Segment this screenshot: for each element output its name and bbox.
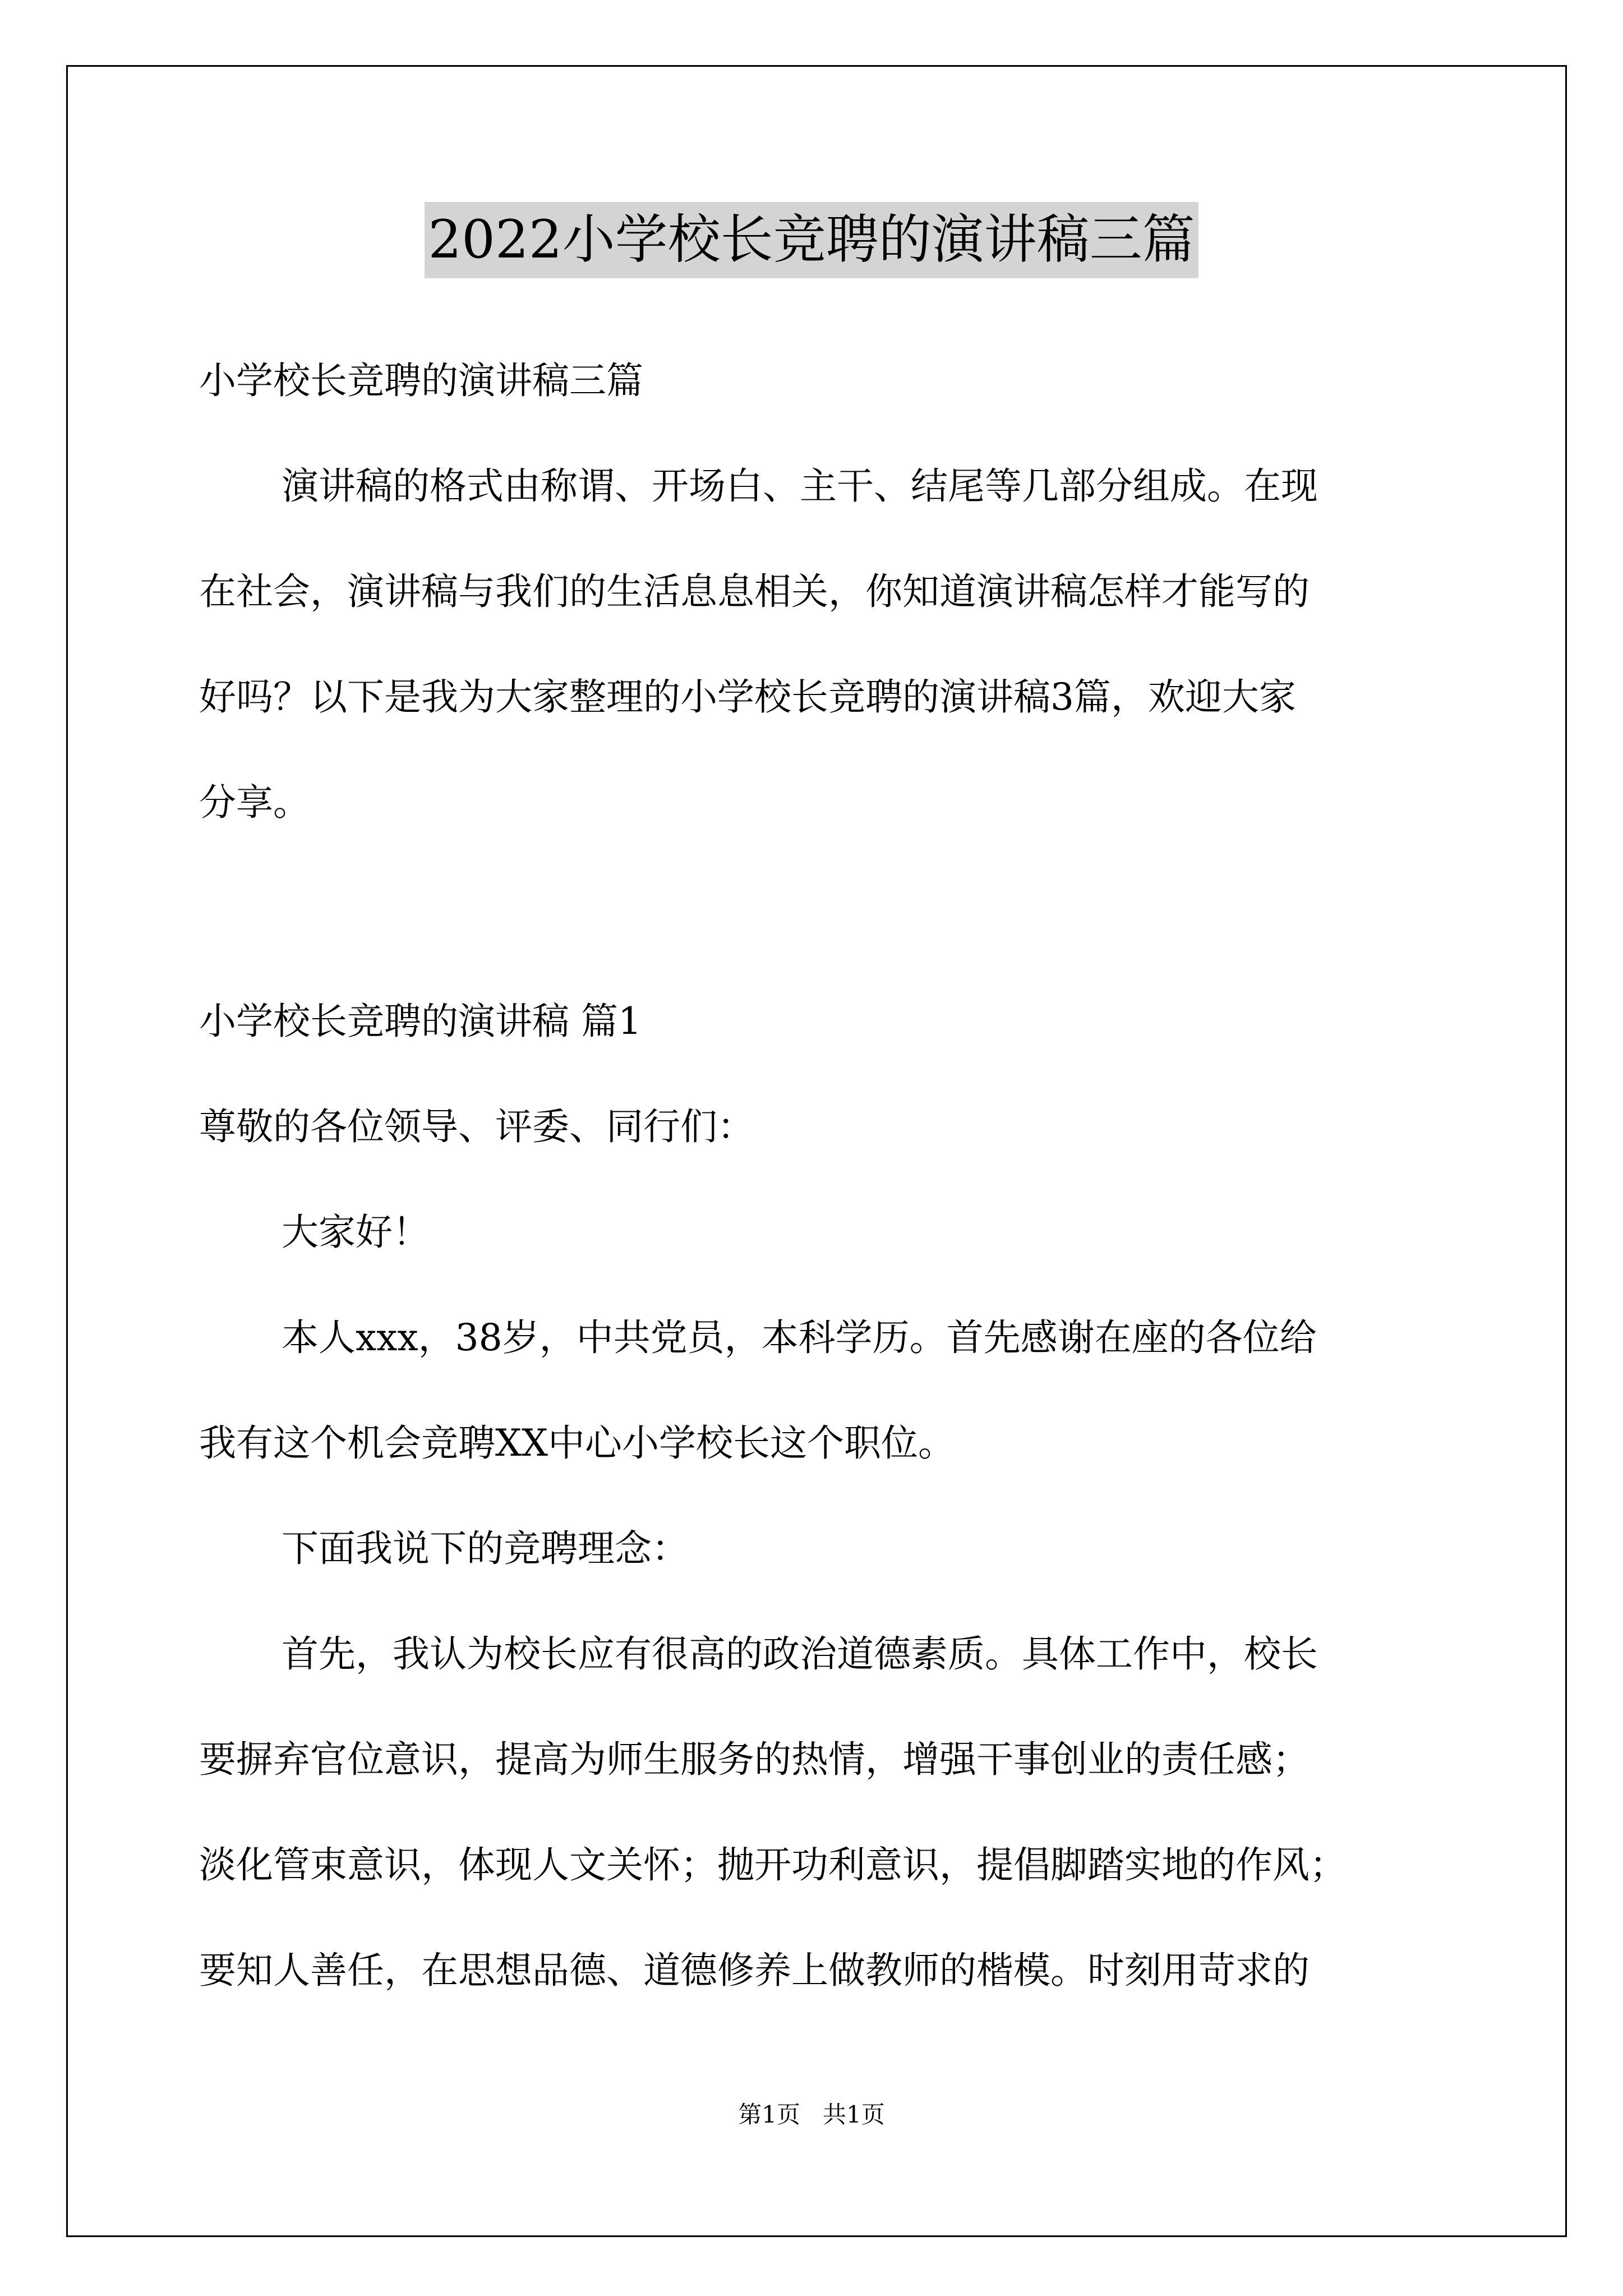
paragraph-line: 要摒弃官位意识，提高为师生服务的热情，增强干事创业的责任感； <box>199 1738 1310 1781</box>
paragraph-line: 本人xxx，38岁，中共党员，本科学历。首先感谢在座的各位给 <box>282 1316 1317 1359</box>
page-footer: 第1页 共1页 <box>738 2101 885 2128</box>
paragraph-line: 好吗？以下是我为大家整理的小学校长竞聘的演讲稿3篇，欢迎大家 <box>199 675 1296 719</box>
paragraph-line: 演讲稿的格式由称谓、开场白、主干、结尾等几部分组成。在现 <box>282 464 1318 508</box>
paragraph-line: 下面我说下的竞聘理念： <box>282 1527 689 1570</box>
document-title: 2022小学校长竞聘的演讲稿三篇 <box>425 202 1198 278</box>
salutation-line: 尊敬的各位领导、评委、同行们： <box>199 1105 754 1148</box>
subtitle-line: 小学校长竞聘的演讲稿三篇 <box>199 359 643 402</box>
title-container <box>0 202 1623 278</box>
paragraph-line: 分享。 <box>199 781 310 824</box>
paragraph-line: 淡化管束意识，体现人文关怀；抛开功利意识，提倡脚踏实地的作风； <box>199 1843 1347 1887</box>
paragraph-line: 我有这个机会竞聘XX中心小学校长这个职位。 <box>199 1421 955 1465</box>
paragraph-line: 在社会，演讲稿与我们的生活息息相关，你知道演讲稿怎样才能写的 <box>199 570 1310 613</box>
section-heading: 小学校长竞聘的演讲稿 篇1 <box>199 1000 642 1043</box>
paragraph-line: 首先，我认为校长应有很高的政治道德素质。具体工作中，校长 <box>282 1632 1318 1676</box>
greeting-line: 大家好！ <box>282 1211 430 1254</box>
paragraph-line: 要知人善任，在思想品德、道德修养上做教师的楷模。时刻用苛求的 <box>199 1949 1310 1992</box>
